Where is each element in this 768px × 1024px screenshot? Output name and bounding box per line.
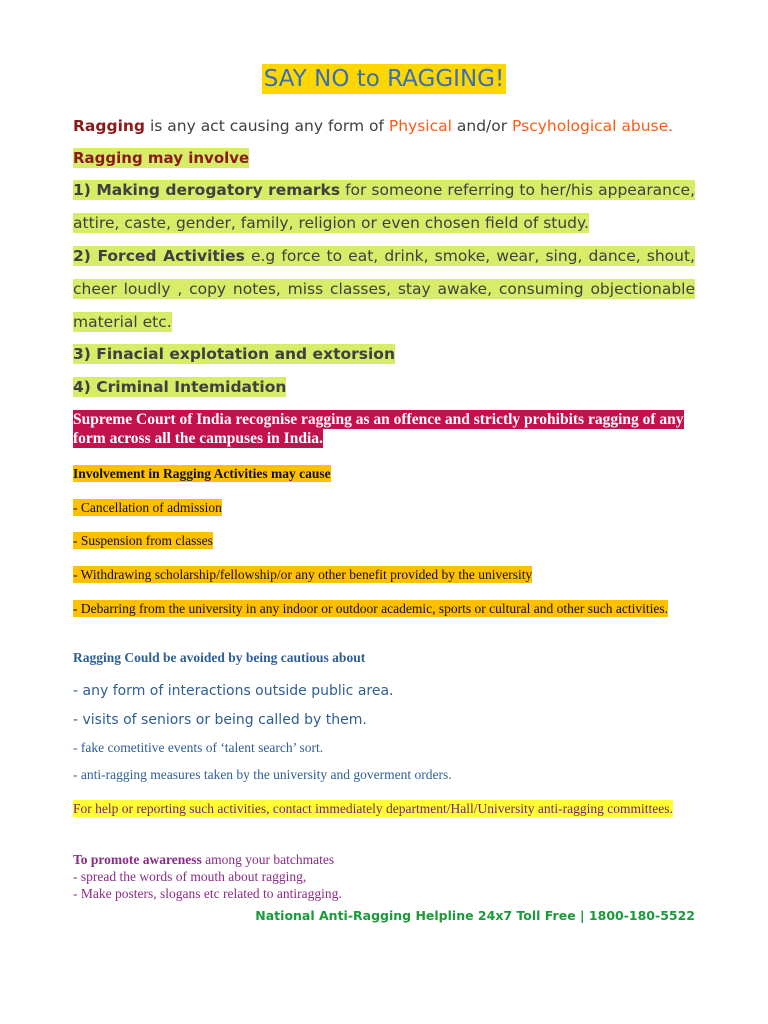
consequence-item-text: - Cancellation of admission	[73, 500, 222, 515]
point-3-bold: 3) Finacial explotation and extorsion	[73, 345, 395, 363]
promote-bold: To promote awareness	[73, 852, 202, 867]
point-1-text: for someone referring to her/his appearance, attire, caste, gender, family, religion or even chosen field of study.	[73, 181, 695, 232]
consequences-heading	[73, 465, 698, 482]
point-1-bold: 1) Making derogatory remarks	[73, 181, 341, 199]
consequence-item-text: - Suspension from classes	[73, 533, 213, 548]
point-4	[73, 371, 695, 404]
point-3	[73, 338, 695, 371]
intro-paragraph	[73, 117, 703, 135]
point-2	[73, 240, 695, 339]
court-notice	[73, 410, 698, 448]
intro-end: .	[668, 117, 674, 135]
intro-psych: Pscyhological abuse	[512, 117, 669, 135]
consequence-item	[73, 600, 698, 617]
avoid-item: - anti-ragging measures taken by the university and goverment orders.	[73, 767, 452, 782]
consequence-item-text: - Withdrawing scholarship/fellowship/or any other benefit provided by the university	[73, 567, 533, 582]
promote-item: - spread the words of mouth about ragging,	[73, 869, 307, 884]
promote-item: - Make posters, slogans etc related to antiragging.	[73, 886, 342, 901]
consequence-item	[73, 532, 698, 549]
avoid-item: - visits of seniors or being called by them.	[73, 712, 367, 728]
consequence-item	[73, 499, 698, 516]
promote-section	[73, 851, 698, 902]
intro-text-1: is any act causing any form of	[145, 117, 389, 135]
court-notice-text: Supreme Court of India recognise ragging as an offence and strictly prohibits ragging of any form across all the campuses in India.	[73, 411, 684, 447]
page-title: SAY NO to RAGGING!	[263, 66, 505, 92]
involve-heading	[73, 149, 249, 167]
intro-text-2: and/or	[451, 117, 513, 135]
involve-heading-text: Ragging may involve	[73, 149, 250, 167]
help-text-content: For help or reporting such activities, contact immediately department/Hall/University anti-ragging committees.	[73, 801, 673, 816]
help-text	[73, 800, 698, 817]
avoid-item: - fake cometitive events of ‘talent search’ sort.	[73, 740, 324, 755]
consequence-item-text: - Debarring from the university in any indoor or outdoor academic, sports or cultural and other such activities.	[73, 601, 668, 616]
consequence-item	[73, 566, 698, 583]
point-2-text: e.g force to eat, drink, smoke, wear, sing, dance, shout, cheer loudly , copy notes, miss classes, stay awake, consuming objectionable material etc.	[73, 247, 695, 331]
point-1	[73, 174, 695, 240]
avoid-item: - any form of interactions outside public area.	[73, 683, 394, 699]
helpline-text: National Anti-Ragging Helpline 24x7 Toll Free | 1800-180-5522	[255, 908, 695, 923]
point-4-bold: 4) Criminal Intemidation	[73, 378, 287, 396]
point-2-bold: 2) Forced Activities	[73, 247, 245, 265]
promote-text: among your batchmates	[201, 852, 335, 867]
intro-physical: Physical	[388, 117, 452, 135]
intro-term: Ragging	[73, 117, 146, 135]
avoid-heading: Ragging Could be avoided by being cautious about	[73, 650, 366, 665]
consequences-heading-text: Involvement in Ragging Activities may cause	[73, 466, 331, 481]
title-container	[0, 66, 768, 92]
